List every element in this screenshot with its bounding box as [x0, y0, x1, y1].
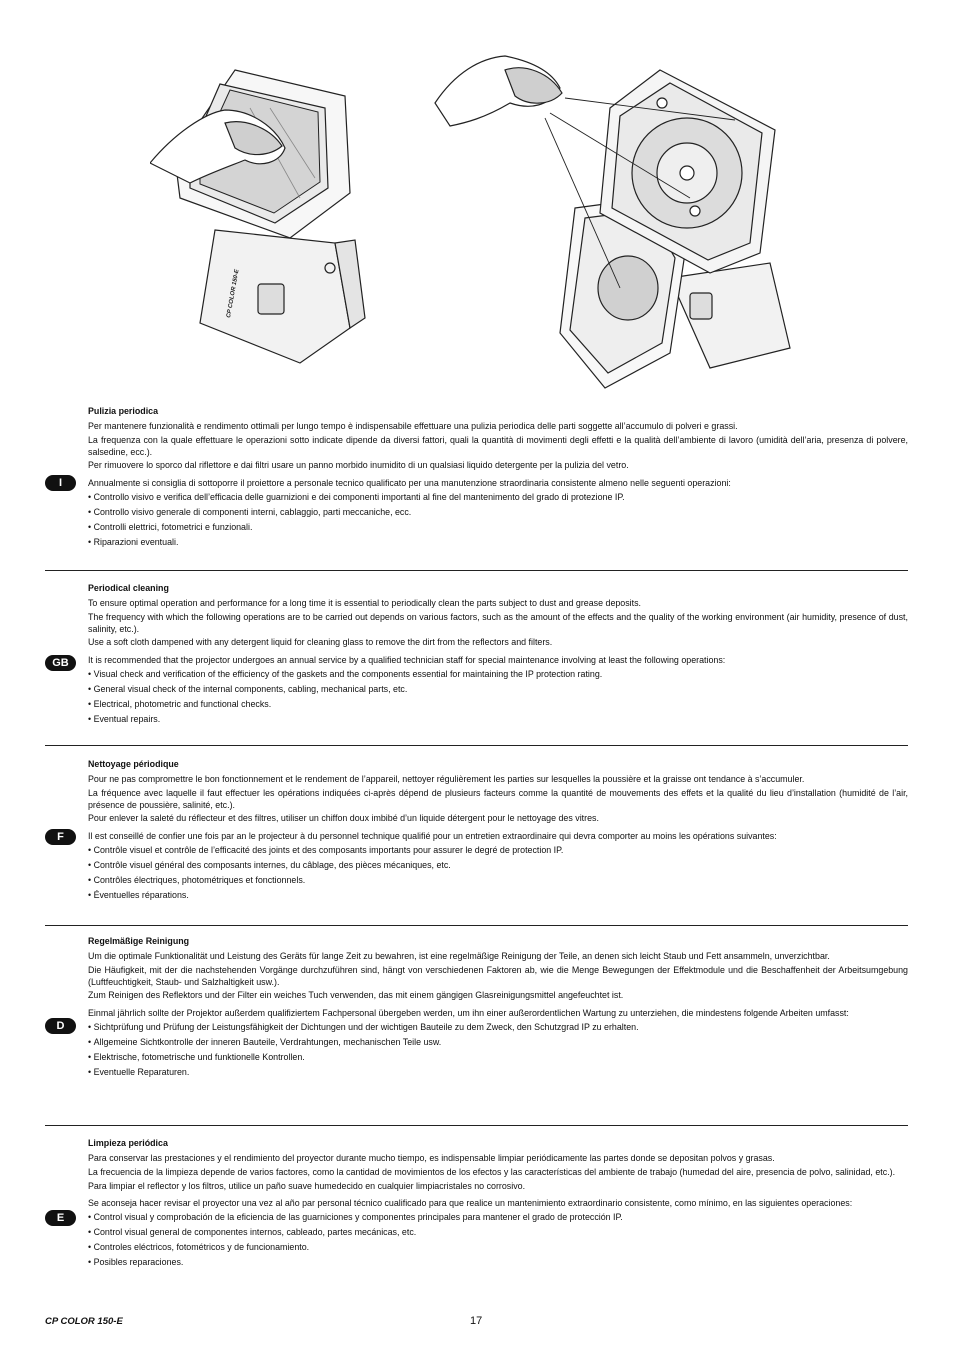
language-badge-gb: GB	[45, 655, 76, 671]
list-item: • Controllo visivo e verifica dell’efficacia delle guarnizioni e dei componenti importanti al fine del mantenimento del grado di protezione IP.	[88, 492, 908, 504]
right-projector	[435, 56, 790, 388]
paragraph: Zum Reinigen des Reflektors und der Filter ein weiches Tuch verwenden, das mit einem gängigen Glasreinigungsmittel angefeuchtet ist.	[88, 990, 624, 1001]
section-divider	[45, 570, 908, 571]
paragraph: The frequency with which the following operations are to be carried out depends on various factors, such as the amount of the effects and the quality of the working environment (air humidity, presence of dust, salinity, etc.).	[88, 611, 908, 634]
list-item: • Visual check and verification of the efficiency of the gaskets and the components essential for maintaining the IP protection rating.	[88, 669, 908, 681]
paragraph: Para conservar las prestaciones y el rendimiento del proyector durante mucho tiempo, es indispensable limpiar periódicamente las partes donde se depositan polvos y grasas.	[88, 1152, 775, 1163]
paragraph: Para limpiar el reflector y los filtros, utilice un paño suave humedecido en cualquier limpiacristales no corrosivo.	[88, 1180, 526, 1191]
section-divider	[45, 1125, 908, 1126]
section-gb	[88, 583, 908, 728]
list-item: • Control visual general de componentes internos, cableado, partes mecánicas, etc.	[88, 1227, 908, 1239]
list-item: • Controles eléctricos, fotométricos y de funcionamiento.	[88, 1242, 908, 1254]
list-item: • General visual check of the internal components, cabling, mechanical parts, etc.	[88, 684, 908, 696]
section-fr	[88, 759, 908, 904]
section-title: Nettoyage périodique	[88, 759, 179, 769]
list-item: • Electrical, photometric and functional checks.	[88, 699, 908, 711]
maintenance-intro: Il est conseillé de confier une fois par an le projecteur à du personnel technique qualifié pour un entretien extraordinaire qui devra comporter au moins les opérations suivantes:	[88, 831, 777, 842]
paragraph: La frecuencia de la limpieza depende de varios factores, como la cantidad de movimientos de los efectos y las características del ambiente de trabajo (humedad del aire, presencia de polvo, salinidad, etc.).	[88, 1166, 896, 1177]
language-badge-de: D	[45, 1018, 76, 1034]
list-item: • Posibles reparaciones.	[88, 1257, 908, 1269]
list-item: • Eventual repairs.	[88, 714, 908, 726]
cleaning-illustration	[150, 48, 810, 393]
paragraph: Um die optimale Funktionalität und Leistung des Geräts für lange Zeit zu bewahren, ist eine regelmäßige Reinigung der Teile, an denen sich leicht Staub und Fett ansammeln, unverzichtbar.	[88, 950, 830, 961]
paragraph: Per mantenere funzionalità e rendimento ottimali per lungo tempo è indispensabile effettuare una pulizia periodica delle parti soggette all’accumulo di polveri e grassi.	[88, 420, 738, 431]
maintenance-list	[88, 1022, 908, 1078]
paragraph: Pour ne pas compromettre le bon fonctionnement et le rendement de l’appareil, nettoyer régulièrement les parties sur lesquelles la poussière et la graisse ont tendance à s’accumuler.	[88, 773, 805, 784]
list-item: • Eventuelle Reparaturen.	[88, 1067, 908, 1079]
list-item: • Contrôles électriques, photométriques et fonctionnels.	[88, 875, 908, 887]
language-badge-es: E	[45, 1210, 76, 1226]
list-item: • Riparazioni eventuali.	[88, 537, 908, 549]
language-badge-it: I	[45, 475, 76, 491]
list-item: • Control visual y comprobación de la eficiencia de las guarniciones y componentes principales para mantener el grado de protección IP.	[88, 1212, 908, 1224]
paragraph: Pour enlever la saleté du réflecteur et des filtres, utiliser un chiffon doux imbibé d’un liquide détergent pour le nettoyage des vitres.	[88, 813, 599, 824]
section-divider	[45, 745, 908, 746]
paragraph: Die Häufigkeit, mit der die nachstehenden Vorgänge durchzuführen sind, hängt von verschiedenen Faktoren ab, wie die Menge Bewegungen der Effektmodule und die Beschaffenheit der Arbeitsumgebung (Luftfeuchtigkeit, Staub- und Salzhaltigkeit usw.).	[88, 964, 908, 987]
section-de	[88, 936, 908, 1081]
maintenance-intro: Einmal jährlich sollte der Projektor außerdem qualifiziertem Fachpersonal übergeben werden, um ihn einer außerordentlichen Wartung zu unterziehen, die mindestens folgende Arbeiten umfasst:	[88, 1008, 849, 1019]
maintenance-list	[88, 845, 908, 901]
section-es	[88, 1138, 908, 1272]
section-it	[88, 406, 908, 551]
list-item: • Controllo visivo generale di componenti interni, cablaggio, parti meccaniche, ecc.	[88, 507, 908, 519]
list-item: • Elektrische, fotometrische und funktionelle Kontrollen.	[88, 1052, 908, 1064]
paragraph: To ensure optimal operation and performance for a long time it is essential to periodically clean the parts subject to dust and grease deposits.	[88, 597, 642, 608]
maintenance-intro: Se aconseja hacer revisar el proyector una vez al año par personal técnico cualificado para que realice un mantenimiento extraordinario consistente, como mínimo, en las siguientes operaciones:	[88, 1198, 853, 1209]
list-item: • Allgemeine Sichtkontrolle der inneren Bauteile, Verdrahtungen, mechanischen Teile usw.	[88, 1037, 908, 1049]
list-item: • Controlli elettrici, fotometrici e funzionali.	[88, 522, 908, 534]
section-title: Periodical cleaning	[88, 583, 169, 593]
page-number: 17	[470, 1315, 483, 1327]
maintenance-list	[88, 669, 908, 725]
section-title: Limpieza periódica	[88, 1138, 168, 1148]
paragraph: Per rimuovere lo sporco dal riflettore e dai filtri usare un panno morbido inumidito di un qualsiasi liquido detergente per la pulizia del vetro.	[88, 460, 629, 471]
section-title: Pulizia periodica	[88, 406, 159, 416]
paragraph: La frequenza con la quale effettuare le operazioni sotto indicate dipende da diversi fattori, quali la quantità di movimenti degli effetti e la qualità dell’ambiente di lavoro (umidità dell’aria, presenza di polvere, salsedine, ecc.).	[88, 434, 908, 457]
section-divider	[45, 925, 908, 926]
list-item: • Éventuelles réparations.	[88, 890, 908, 902]
section-title: Regelmäßige Reinigung	[88, 936, 190, 946]
maintenance-intro: It is recommended that the projector undergoes an annual service by a qualified technician staff for special maintenance involving at least the following operations:	[88, 655, 726, 666]
paragraph: La fréquence avec laquelle il faut effectuer les opérations indiquées ci-après dépend de plusieurs facteurs comme la quantité de mouvements des effets et la qualité du lieu d’installation (humidité de l’air, présence de poussière, salinité, etc.).	[88, 787, 908, 810]
list-item: • Sichtprüfung und Prüfung der Leistungsfähigkeit der Dichtungen und der wichtigen Bauteile zu dem Zweck, den Schutzgrad IP zu erhalten.	[88, 1022, 908, 1034]
maintenance-list	[88, 492, 908, 548]
left-projector	[150, 70, 365, 363]
footer-model-name: CP COLOR 150-E	[45, 1316, 123, 1327]
paragraph: Use a soft cloth dampened with any detergent liquid for cleaning glass to remove the dirt from the reflectors and filters.	[88, 637, 553, 648]
list-item: • Contrôle visuel et contrôle de l’efficacité des joints et des composants importants pour assurer le degré de protection IP.	[88, 845, 908, 857]
language-badge-fr: F	[45, 829, 76, 845]
maintenance-list	[88, 1212, 908, 1268]
device-label: CP COLOR 150-E	[226, 268, 241, 319]
list-item: • Contrôle visuel général des composants internes, du câblage, des pièces mécaniques, etc.	[88, 860, 908, 872]
maintenance-intro: Annualmente si consiglia di sottoporre il proiettore a personale tecnico qualificato per una manutenzione straordinaria consistente almeno nelle seguenti operazioni:	[88, 478, 731, 489]
